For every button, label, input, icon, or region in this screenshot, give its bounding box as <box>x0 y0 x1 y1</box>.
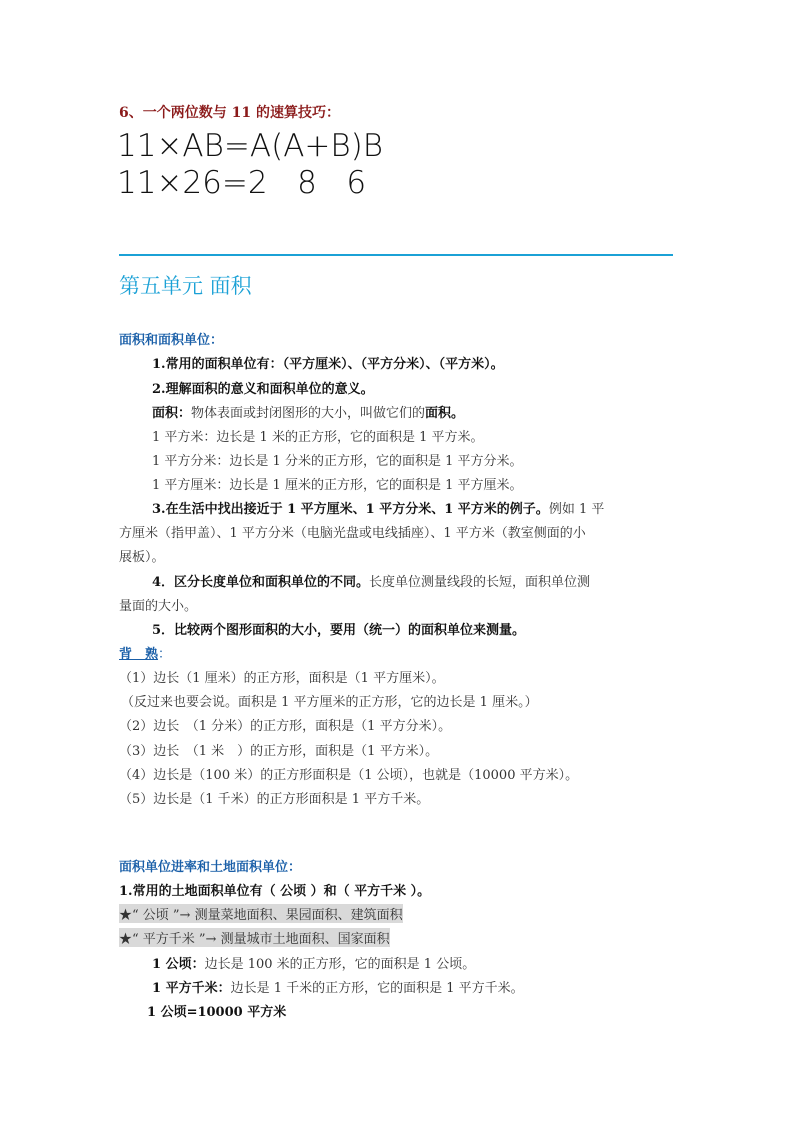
hectare-def-label: 1 公顷： <box>152 957 205 972</box>
memorize-item-1: （1）边长（1 厘米）的正方形，面积是（1 平方厘米）。 <box>119 671 445 686</box>
hectare-def <box>152 953 475 972</box>
subheading-land-units: 面积单位进率和土地面积单位： <box>119 860 302 875</box>
sq-km-def-text: 边长是 1 千米的正方形，它的面积是 1 平方千米。 <box>230 981 524 996</box>
sq-centimeter-def: 1 平方厘米：边长是 1 厘米的正方形，它的面积是 1 平方厘米。 <box>152 478 523 493</box>
point-4-line-2: 量面的大小。 <box>119 599 198 614</box>
point-3-text: 例如 1 平 <box>548 502 605 517</box>
memorize-item-4: （4）边长是（100 米）的正方形面积是（1 公顷），也就是（10000 平方米）。 <box>119 768 579 783</box>
land-units-point-1: 1.常用的土地面积单位有（ 公顷 ）和（ 平方千米 ）。 <box>119 884 431 899</box>
hectare-def-text: 边长是 100 米的正方形，它的面积是 1 公顷。 <box>204 957 476 972</box>
memorize-item-2: （2）边长 （1 分米）的正方形，面积是（1 平方分米）。 <box>119 719 452 734</box>
point-3-line-3: 展板）。 <box>119 550 165 565</box>
point-4-text: 长度单位测量线段的长短，面积单位测 <box>369 575 591 590</box>
memorize-item-note: （反过来也要会说。面积是 1 平方厘米的正方形，它的边长是 1 厘米。） <box>121 695 538 710</box>
section-title: 6、一个两位数与 11 的速算技巧： <box>119 105 340 121</box>
subheading-area-units: 面积和面积单位： <box>119 333 224 348</box>
formula-example: 11×26=2 8 6 <box>117 165 367 201</box>
area-definition-bold: 面积。 <box>425 406 465 421</box>
formula-general: 11×AB=A(A+B)B <box>117 128 384 164</box>
point-5: 5．比较两个图形面积的大小，要用（统一）的面积单位来测量。 <box>152 623 526 638</box>
point-3-bold: 3.在生活中找出接近于 1 平方厘米、1 平方分米、1 平方米的例子。 <box>152 502 549 517</box>
sq-decimeter-def: 1 平方分米：边长是 1 分米的正方形，它的面积是 1 平方分米。 <box>152 454 523 469</box>
point-1: 1.常用的面积单位有：（平方厘米）、（平方分米）、（平方米）。 <box>152 357 504 372</box>
divider-line <box>119 254 673 256</box>
memorize-heading <box>119 643 171 662</box>
area-definition-label: 面积： <box>152 406 192 421</box>
chapter-title: 第五单元 面积 <box>119 274 252 298</box>
memorize-colon: ： <box>158 647 172 662</box>
area-definition-text: 物体表面或封闭图形的大小，叫做它们的 <box>191 406 426 421</box>
point-4 <box>152 571 590 590</box>
point-3 <box>152 498 604 517</box>
sq-meter-def: 1 平方米：边长是 1 米的正方形，它的面积是 1 平方米。 <box>152 430 484 445</box>
highlight-hectare: ★“ 公顷 ”→ 测量菜地面积、果园面积、建筑面积 <box>119 904 403 923</box>
highlight-sq-km: ★“ 平方千米 ”→ 测量城市土地面积、国家面积 <box>119 928 390 947</box>
point-3-line-2: 方厘米（指甲盖）、1 平方分米（电脑光盘或电线插座）、1 平方米（教室侧面的小 <box>119 526 586 541</box>
sq-km-def <box>152 977 524 996</box>
memorize-item-3: （3）边长 （1 米 ）的正方形，面积是（1 平方米）。 <box>119 744 439 759</box>
memorize-item-5: （5）边长是（1 千米）的正方形面积是 1 平方千米。 <box>119 792 430 807</box>
sq-km-def-label: 1 平方千米： <box>152 981 231 996</box>
point-4-bold: 4．区分长度单位和面积单位的不同。 <box>152 575 370 590</box>
point-2: 2.理解面积的意义和面积单位的意义。 <box>152 382 374 397</box>
hectare-conversion: 1 公顷=10000 平方米 <box>147 1005 287 1020</box>
area-definition <box>152 402 464 421</box>
memorize-label: 背 熟 <box>119 647 159 662</box>
